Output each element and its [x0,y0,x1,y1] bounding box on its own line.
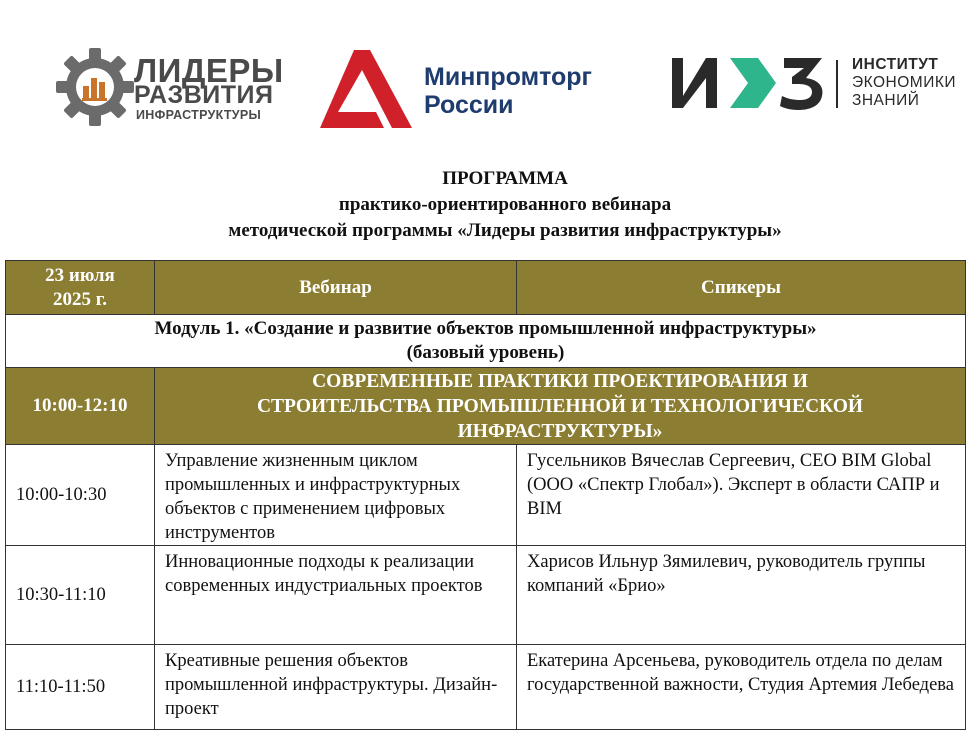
heading-title: ПРОГРАММА [442,168,568,189]
row-speaker: Гусельников Вячеслав Сергеевич, CEO BIM Global (ООО «Спектр Глобал»). Эксперт в области САПР и BIM [517,445,966,546]
ize-line3: ЗНАНИЙ [852,92,920,109]
minpromtorg-logo [320,50,620,128]
minpromtorg-emblem-icon [320,50,412,128]
module-title-line2: (базовый уровень) [406,342,565,363]
header-date-line1: 23 июля [45,264,115,286]
row-topic: Инновационные подходы к реализации современных индустриальных проектов [155,546,517,645]
ize-logo [672,52,968,114]
heading-subtitle: практико-ориентированного вебинара [338,194,672,215]
section-title-line1: СОВРЕМЕННЫЕ ПРАКТИКИ ПРОЕКТИРОВАНИЯ И [312,370,808,392]
row-speaker: Екатерина Арсеньева, руководитель отдела по делам государственной важности, Студия Артемия Лебедева [517,645,966,730]
table-row [6,546,966,645]
row-topic: Управление жизненным циклом промышленных и инфраструктурных объектов с применением цифровых инструментов [155,445,517,546]
gear-icon [56,48,134,126]
header-webinar: Вебинар [155,261,517,315]
ize-line1: ИНСТИТУТ [852,56,939,73]
row-time: 11:10-11:50 [6,645,155,730]
row-speaker: Харисов Ильнур Зямилевич, руководитель группы компаний «Брио» [517,546,966,645]
ize-line2: ЭКОНОМИКИ [852,74,957,91]
section-title-line3: ИНФРАСТРУКТУРЫ» [457,420,663,442]
ize-separator [836,60,838,108]
row-topic: Креативные решения объектов промышленной инфраструктуры. Дизайн-проект [155,645,517,730]
header-speakers: Спикеры [517,261,966,315]
row-time: 10:00-10:30 [6,445,155,546]
module-row [6,315,966,368]
header-date-line2: 2025 г. [53,288,107,310]
section-row [6,368,966,445]
table-row [6,645,966,730]
module-title-line1: Модуль 1. «Создание и развитие объектов промышленной инфраструктуры» [154,318,817,339]
leaders-logo-line1: ЛИДЕРЫ [134,52,284,89]
logos-bar [0,0,970,150]
program-heading [0,166,970,244]
minpromtorg-line2: России [424,91,514,119]
row-time: 10:30-11:10 [6,546,155,645]
table-header-row [6,261,966,315]
section-title-line2: СТРОИТЕЛЬСТВА ПРОМЫШЛЕННОЙ И ТЕХНОЛОГИЧЕСКОЙ [256,395,864,417]
program-table [5,260,966,730]
ize-letters-icon [672,52,832,114]
leaders-logo-line2: РАЗВИТИЯ [134,81,274,109]
section-title [155,368,966,445]
header-date [6,261,155,315]
heading-program-name: методической программы «Лидеры развития инфраструктуры» [228,220,782,241]
module-title [6,315,966,368]
leaders-logo [56,48,284,130]
minpromtorg-line1: Минпромторг [424,63,592,91]
table-row [6,445,966,546]
leaders-logo-line3: ИНФРАСТРУКТУРЫ [136,108,262,122]
section-time: 10:00-12:10 [6,368,155,445]
